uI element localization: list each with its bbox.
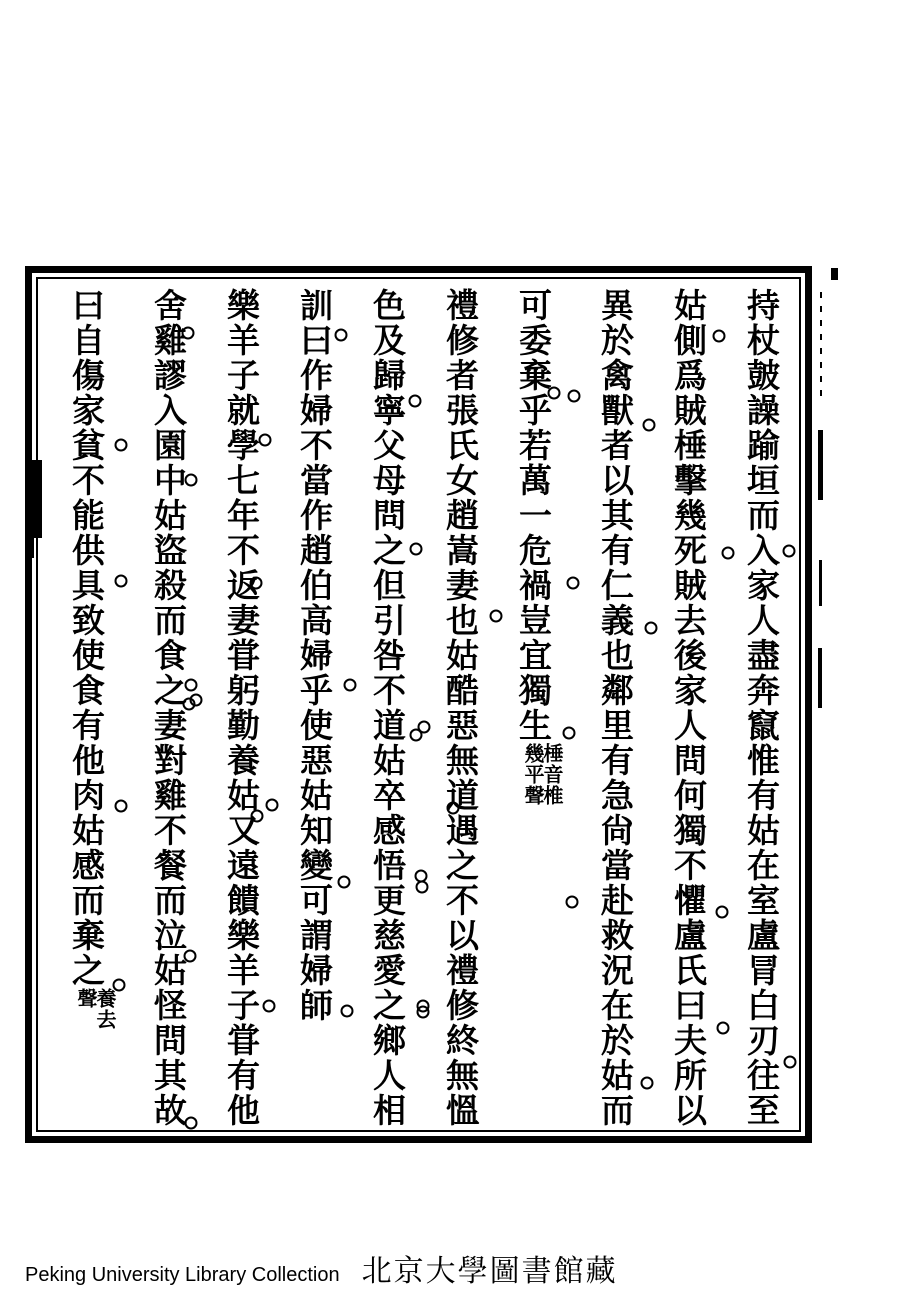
judou-mark <box>341 1005 354 1018</box>
column-text: 禮修者張氏女趙嵩妻也姑酷惡無道遇之不以禮修終無慍 <box>441 288 480 1128</box>
library-caption-chinese: 北京大學圖書館藏 <box>361 1254 618 1289</box>
column-text: 曰自傷家貧不能供具致使食有他肉姑感而棄之 <box>67 288 106 988</box>
library-caption-english: Peking University Library Collection <box>25 1264 340 1286</box>
judou-mark <box>266 799 279 812</box>
judou-mark <box>338 876 351 889</box>
judou-mark <box>115 439 128 452</box>
judou-mark <box>641 1077 654 1090</box>
judou-mark <box>335 329 348 342</box>
judou-mark <box>184 950 197 963</box>
judou-mark <box>548 387 561 400</box>
judou-mark <box>417 1000 430 1013</box>
judou-mark <box>784 1056 797 1069</box>
judou-mark <box>410 729 423 742</box>
column-text: 持杖皷譟踰垣而入家人盡奔竄惟有姑在室盧冐白刃往至 <box>742 288 781 1128</box>
judou-mark <box>415 870 428 883</box>
text-column-7 <box>295 288 333 1140</box>
judou-mark <box>185 1117 198 1130</box>
judou-mark <box>490 610 503 623</box>
judou-mark <box>722 547 735 560</box>
judou-mark <box>410 543 423 556</box>
page-edge-artifact <box>831 268 838 280</box>
judou-mark <box>115 800 128 813</box>
judou-mark <box>182 327 195 340</box>
judou-mark <box>263 1000 276 1013</box>
judou-mark <box>717 1022 730 1035</box>
judou-mark <box>566 896 579 909</box>
binding-ink-blob-small <box>25 538 34 558</box>
inline-annotation <box>74 988 117 1030</box>
page-edge-artifact <box>819 560 822 606</box>
judou-mark <box>185 679 198 692</box>
judou-mark <box>447 802 460 815</box>
judou-mark <box>416 881 429 894</box>
text-column-10 <box>67 288 117 1140</box>
text-column-3 <box>596 288 634 1140</box>
page-edge-artifact <box>818 430 823 500</box>
column-text: 色及歸寧父母問之但引咎不道姑卒感悟更慈愛之鄉人相 <box>368 288 407 1128</box>
text-column-2 <box>669 288 707 1140</box>
judou-mark <box>344 679 357 692</box>
judou-mark <box>113 979 126 992</box>
annotation-subcolumn: 幾平聲 <box>521 743 545 806</box>
column-text: 舍雞謬入園中姑盜殺而食之妻對雞不餐而泣姑怪問其故 <box>149 288 188 1128</box>
column-text: 訓曰作婦不當作趙伯高婦乎使惡姑知變可謂婦師 <box>295 288 334 1023</box>
annotation-subcolumn: 棰音椎 <box>540 743 564 806</box>
judou-mark <box>783 545 796 558</box>
text-column-5 <box>441 288 479 1140</box>
judou-mark <box>185 474 198 487</box>
judou-mark <box>568 390 581 403</box>
judou-mark <box>115 575 128 588</box>
library-caption <box>25 1246 875 1290</box>
text-column-9 <box>149 288 187 1140</box>
judou-mark <box>645 622 658 635</box>
column-text: 異於禽獸者以其有仁義也鄰里有急尙當赴救況在於姑而 <box>596 288 635 1128</box>
column-text: 可委棄乎若萬一危禍豈宜獨生 <box>514 288 553 743</box>
page-edge-artifact <box>820 292 822 402</box>
page-edge-artifact <box>818 648 822 708</box>
column-text: 樂羊子就學七年不返妻甞躬勤養姑又遠饋樂羊子甞有他 <box>222 288 261 1128</box>
judou-mark <box>251 810 264 823</box>
judou-mark <box>713 330 726 343</box>
judou-mark <box>567 577 580 590</box>
inline-annotation <box>521 743 564 806</box>
binding-ink-blob <box>25 460 42 538</box>
column-text: 姑側爲賊棰擊幾死賊去後家人問何獨不懼盧氏曰夫所以 <box>669 288 708 1128</box>
annotation-subcolumn: 養去 <box>93 988 117 1030</box>
judou-mark <box>409 395 422 408</box>
judou-mark <box>716 906 729 919</box>
text-column-4 <box>514 288 564 1140</box>
judou-mark <box>250 577 263 590</box>
judou-mark <box>563 727 576 740</box>
text-column-1 <box>742 288 780 1140</box>
judou-mark <box>643 419 656 432</box>
annotation-subcolumn: 聲 <box>74 988 98 1009</box>
judou-mark <box>259 434 272 447</box>
judou-mark <box>183 698 196 711</box>
text-column-6 <box>368 288 406 1140</box>
text-column-8 <box>222 288 260 1140</box>
